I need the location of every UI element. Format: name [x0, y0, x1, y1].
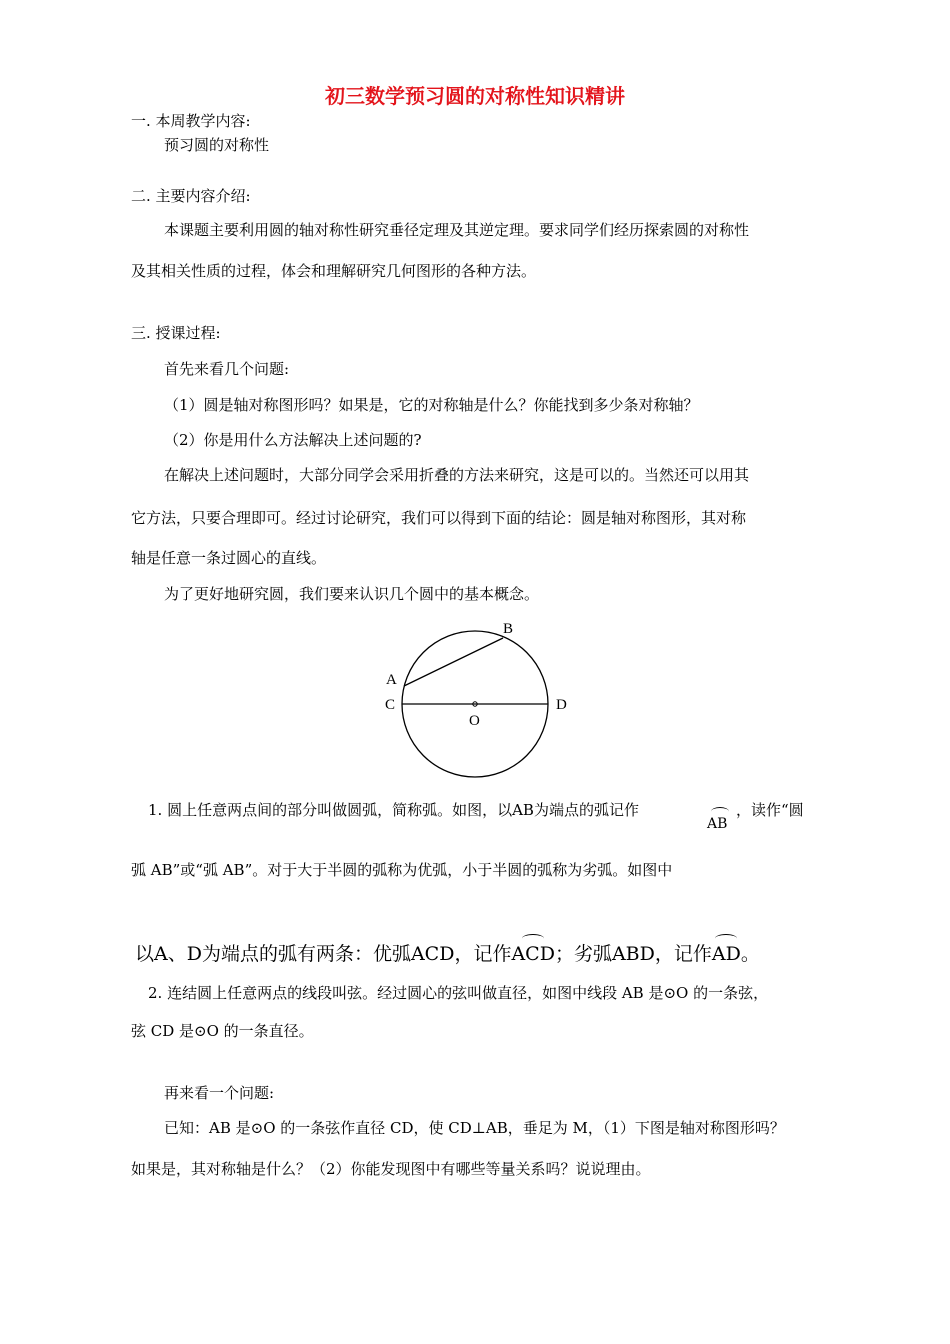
arc-acd-label: ACD [511, 943, 555, 965]
item-1-line-3 [135, 939, 760, 966]
section-1-heading: 一. 本周教学内容: [131, 112, 251, 130]
discussion-line-3: 轴是任意一条过圆心的直线。 [131, 549, 327, 567]
arc-ab-notation: AB [707, 816, 728, 832]
label-c: C [385, 697, 396, 713]
label-o: O [469, 713, 480, 729]
problem-line-1: 已知：AB 是⊙O 的一条弦作直径 CD，使 CD⊥AB，垂足为 M，（1）下图是轴对称图形吗？ [164, 1119, 785, 1137]
arc-ad-notation [712, 943, 741, 965]
minor-arc-text: ；劣弧ABD，记作 [554, 943, 712, 965]
section-4-intro: 再来看一个问题: [164, 1084, 275, 1102]
discussion-line-1: 在解决上述问题时，大部分同学会采用折叠的方法来研究，这是可以的。当然还可以用其 [164, 466, 750, 484]
discussion-line-2: 它方法，只要合理即可。经过讨论研究，我们可以得到下面的结论：圆是轴对称图形，其对称 [131, 509, 747, 527]
concepts-intro: 为了更好地研究圆，我们要来认识几个圆中的基本概念。 [164, 585, 540, 603]
label-b: B [503, 621, 514, 637]
arc-ad-label: AD [711, 943, 741, 965]
problem-line-2: 如果是，其对称轴是什么？（2）你能发现图中有哪些等量关系吗？说说理由。 [131, 1160, 651, 1178]
section-3-intro: 首先来看几个问题: [164, 360, 290, 378]
item-1-line-1-pre: 1. 圆上任意两点间的部分叫做圆弧，简称弧。如图，以AB为端点的弧记作 [148, 801, 639, 819]
arc-mark-icon [522, 934, 544, 943]
arc-mark-icon [715, 934, 737, 943]
label-a: A [386, 672, 397, 688]
question-2: （2）你是用什么方法解决上述问题的? [164, 431, 422, 449]
item-2-line-2: 弦 CD 是⊙O 的一条直径。 [131, 1022, 314, 1040]
item-1-line-2: 弧 AB”或“弧 AB”。对于大于半圆的弧称为优弧，小于半圆的弧称为劣弧。如图中 [131, 861, 673, 879]
section-2-heading: 二. 主要内容介绍: [131, 187, 251, 205]
major-arc-text: 以A、D为端点的弧有两条：优弧ACD，记作 [135, 943, 512, 965]
arc-acd-notation [511, 943, 555, 965]
label-d: D [556, 697, 567, 713]
item-2-line-1: 2. 连结圆上任意两点的线段叫弦。经过圆心的弦叫做直径，如图中线段 AB 是⊙O 的一条弦， [148, 984, 769, 1002]
section-3-heading: 三. 授课过程: [131, 324, 221, 342]
circle-figure [370, 612, 580, 787]
section-1-content: 预习圆的对称性 [164, 136, 270, 154]
question-1: （1）圆是轴对称图形吗？如果是，它的对称轴是什么？你能找到多少条对称轴？ [164, 396, 699, 414]
chord-ab [404, 638, 503, 686]
section-2-paragraph-line-2: 及其相关性质的过程，体会和理解研究几何图形的各种方法。 [131, 262, 537, 280]
section-2-paragraph-line-1: 本课题主要利用圆的轴对称性研究垂径定理及其逆定理。要求同学们经历探索圆的对称性 [164, 221, 750, 239]
page-title: 初三数学预习圆的对称性知识精讲 [325, 84, 625, 108]
line-end-period: 。 [740, 943, 760, 965]
item-1-line-1-post: ，读作“圆 [736, 801, 804, 819]
arc-mark-icon [711, 807, 729, 816]
